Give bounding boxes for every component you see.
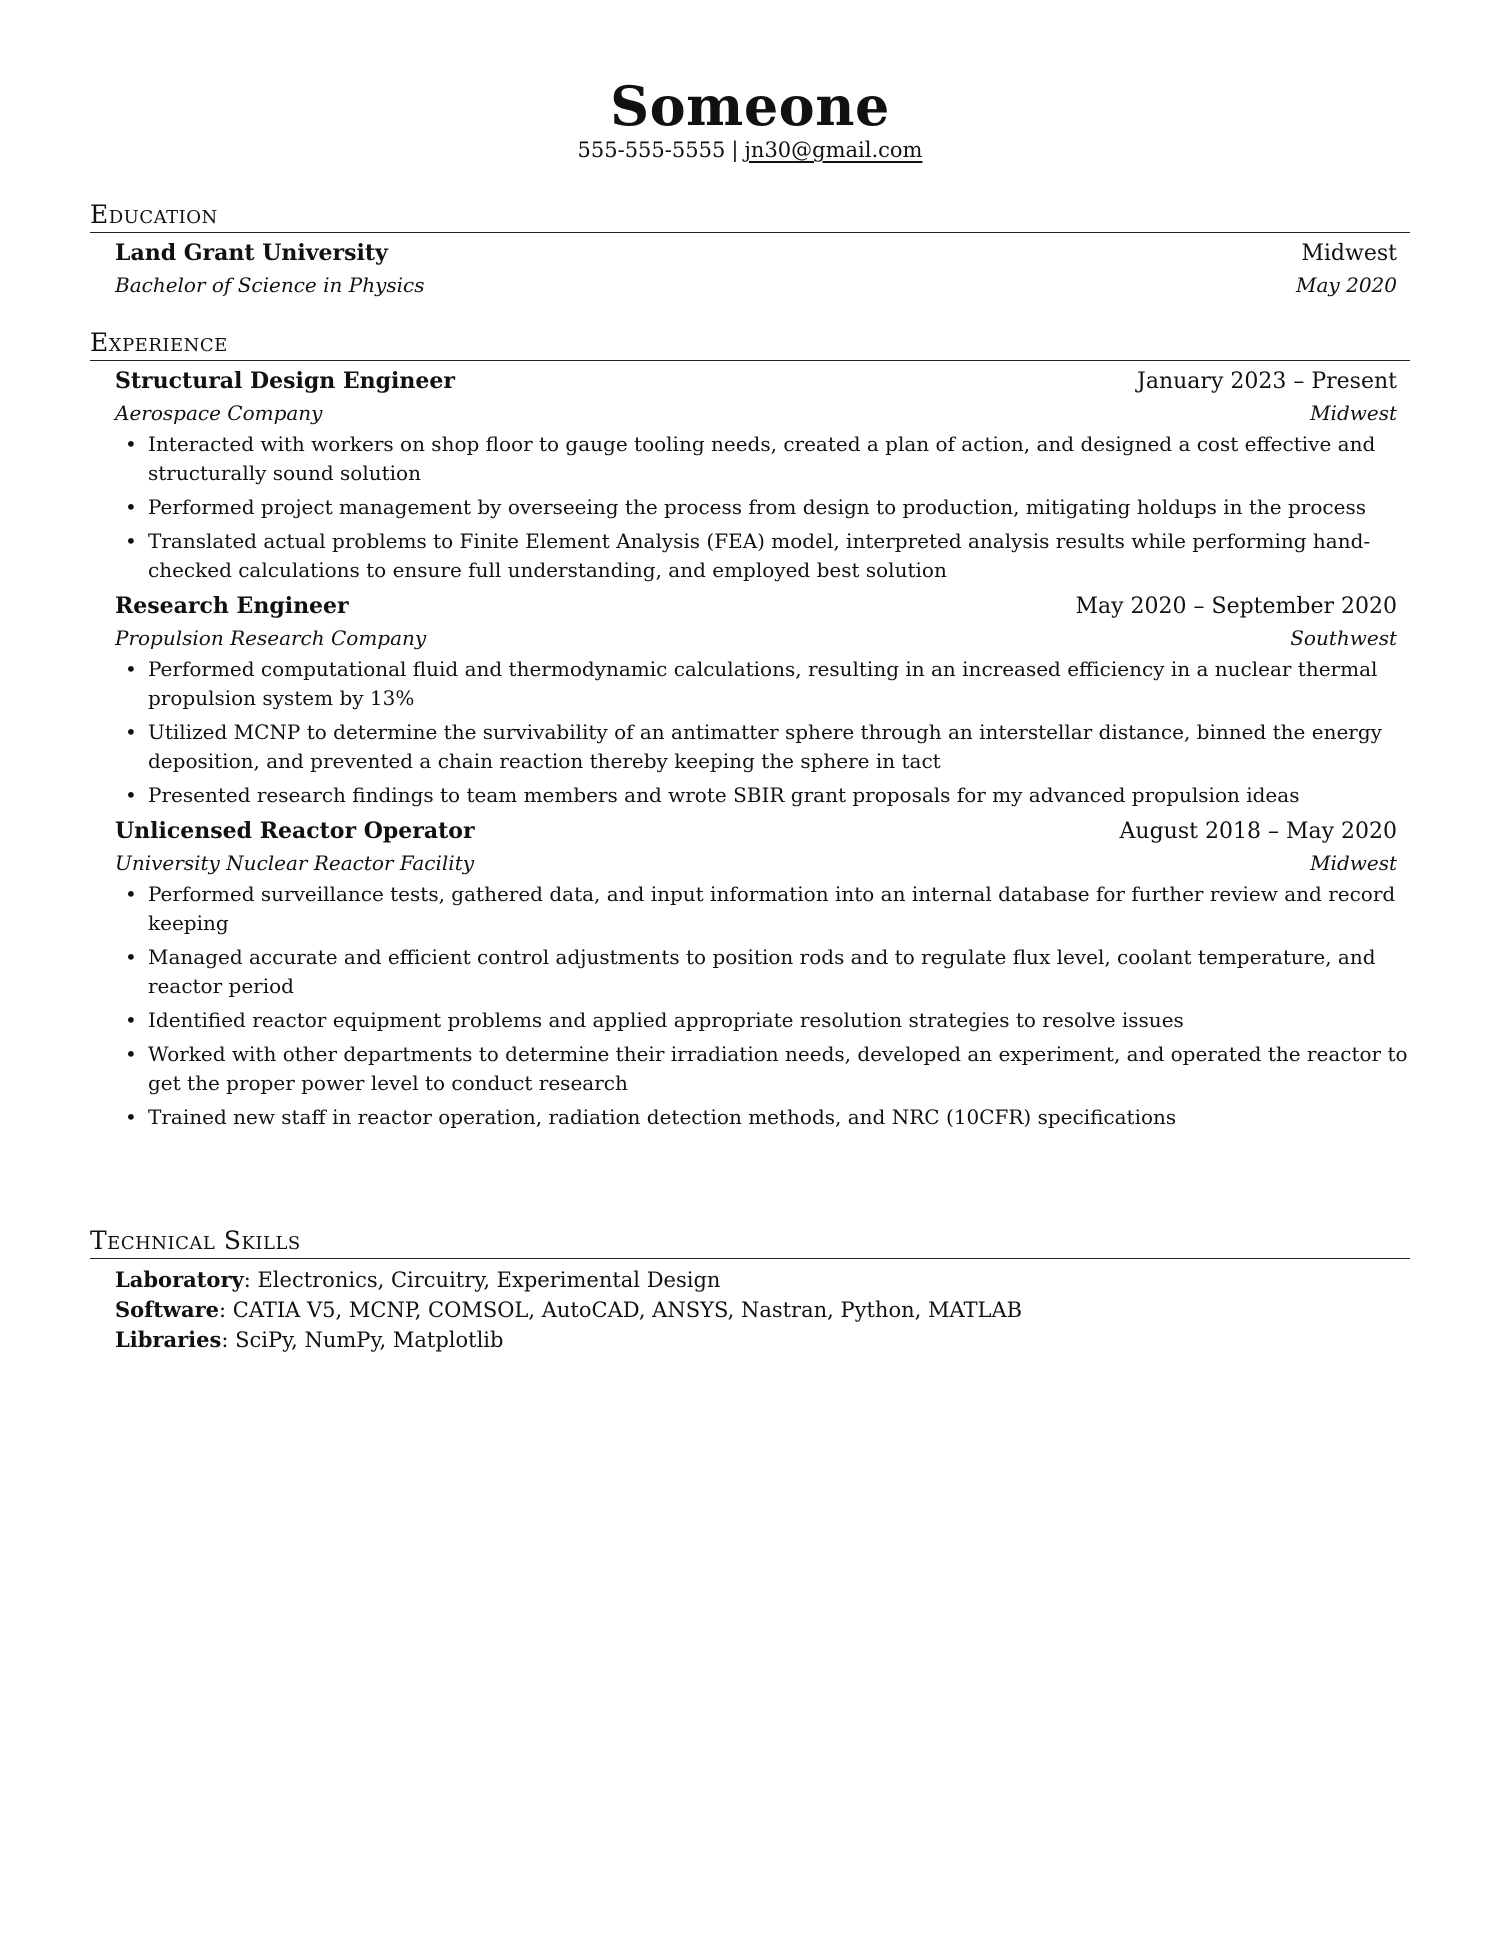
bullet-item [115, 493, 1410, 522]
skill-label: Laboratory [115, 1267, 244, 1292]
education-heading: Education [90, 200, 1410, 233]
skill-line-software [115, 1295, 1410, 1325]
degree-name: Bachelor of Science in Physics [115, 273, 425, 297]
bullet-text: Identified reactor equipment problems and applied appropriate resolution strategies to resolve issues [148, 1008, 1184, 1032]
job-bullets [90, 655, 1410, 810]
bullet-icon: • [125, 495, 137, 519]
skills-list [90, 1259, 1410, 1355]
bullet-item [115, 1103, 1410, 1132]
job-dates: January 2023 – Present [1137, 369, 1397, 394]
applicant-name: Someone [610, 74, 890, 138]
bullet-icon: • [125, 945, 137, 969]
bullet-item [115, 527, 1410, 585]
skills-heading: Technical Skills [90, 1226, 1410, 1259]
job-row-main [115, 815, 1397, 848]
bullet-text: Presented research findings to team members and wrote SBIR grant proposals for my advanced propulsion ideas [148, 783, 1300, 807]
skill-value: : SciPy, NumPy, Matplotlib [221, 1328, 504, 1352]
bullet-text: Trained new staff in reactor operation, radiation detection methods, and NRC (10CFR) specifications [148, 1105, 1177, 1129]
bullet-item [115, 1006, 1410, 1035]
job-dates: August 2018 – May 2020 [1119, 819, 1397, 844]
bullet-icon: • [125, 882, 137, 906]
education-row-main [115, 237, 1397, 270]
bullet-item [115, 781, 1410, 810]
skill-value: : CATIA V5, MCNP, COMSOL, AutoCAD, ANSYS, Nastran, Python, MATLAB [219, 1298, 1023, 1322]
bullet-icon: • [125, 1042, 137, 1066]
phone-number: 555-555-5555 [577, 138, 726, 162]
job-row-sub [115, 848, 1397, 878]
job-row-main [115, 365, 1397, 398]
skill-label: Libraries [115, 1327, 222, 1352]
bullet-item [115, 1040, 1410, 1098]
job-location: Midwest [1310, 401, 1397, 425]
school-name: Land Grant University [115, 240, 388, 266]
email-link[interactable]: jn30@gmail.com [744, 138, 923, 162]
education-row-sub [115, 270, 1397, 300]
resume-header [0, 74, 1500, 164]
bullet-item [115, 943, 1410, 1001]
job-bullets [90, 430, 1410, 585]
job-row-sub [115, 398, 1397, 428]
bullet-item [115, 880, 1410, 938]
bullet-item [115, 718, 1410, 776]
company-name: Aerospace Company [115, 401, 323, 425]
bullet-text: Performed project management by overseeing the process from design to production, mitigating holdups in the process [148, 495, 1366, 519]
job-dates: May 2020 – September 2020 [1075, 594, 1397, 619]
skill-value: : Electronics, Circuitry, Experimental Design [243, 1268, 721, 1292]
bullet-text: Performed surveillance tests, gathered data, and input information into an internal database for further review and record keeping [148, 882, 1396, 935]
contact-separator: | [731, 138, 739, 162]
bullet-text: Interacted with workers on shop floor to gauge tooling needs, created a plan of action, and designed a cost effective and structurally sound solution [148, 432, 1376, 485]
bullet-icon: • [125, 1008, 137, 1032]
job-row-sub [115, 623, 1397, 653]
experience-heading: Experience [90, 328, 1410, 361]
job-entry [90, 365, 1410, 428]
bullet-icon: • [125, 432, 137, 456]
job-title: Structural Design Engineer [115, 368, 455, 394]
graduation-date: May 2020 [1296, 273, 1397, 297]
job-location: Midwest [1310, 851, 1397, 875]
skills-section [90, 1226, 1410, 1355]
bullet-icon: • [125, 529, 137, 553]
contact-line [0, 136, 1500, 164]
company-name: Propulsion Research Company [115, 626, 427, 650]
bullet-text: Translated actual problems to Finite Element Analysis (FEA) model, interpreted analysis results while performing hand-checked calculations to ensure full understanding, and employed best solution [148, 529, 1371, 582]
job-bullets [90, 880, 1410, 1132]
bullet-icon: • [125, 783, 137, 807]
school-location: Midwest [1301, 241, 1397, 266]
education-section [90, 200, 1410, 300]
skill-label: Software [115, 1297, 220, 1322]
bullet-text: Utilized MCNP to determine the survivability of an antimatter sphere through an interstellar distance, binned the energy deposition, and prevented a chain reaction thereby keeping the sphere in tact [148, 720, 1382, 773]
bullet-icon: • [125, 657, 137, 681]
bullet-icon: • [125, 720, 137, 744]
bullet-text: Managed accurate and efficient control adjustments to position rods and to regulate flux level, coolant temperature, and reactor period [148, 945, 1376, 998]
job-title: Research Engineer [115, 593, 349, 619]
skill-line-libraries [115, 1325, 1410, 1355]
bullet-text: Worked with other departments to determine their irradiation needs, developed an experiment, and operated the reactor to get the proper power level to conduct research [148, 1042, 1408, 1095]
bullet-item [115, 430, 1410, 488]
job-row-main [115, 590, 1397, 623]
job-location: Southwest [1290, 626, 1397, 650]
experience-section [90, 328, 1410, 1137]
skill-line-laboratory [115, 1265, 1410, 1295]
bullet-text: Performed computational fluid and thermodynamic calculations, resulting in an increased efficiency in a nuclear thermal propulsion system by 13% [148, 657, 1378, 710]
education-entry [90, 237, 1410, 300]
job-title: Unlicensed Reactor Operator [115, 818, 475, 844]
job-entry [90, 590, 1410, 653]
bullet-icon: • [125, 1105, 137, 1129]
bullet-item [115, 655, 1410, 713]
job-entry [90, 815, 1410, 878]
company-name: University Nuclear Reactor Facility [115, 851, 475, 875]
